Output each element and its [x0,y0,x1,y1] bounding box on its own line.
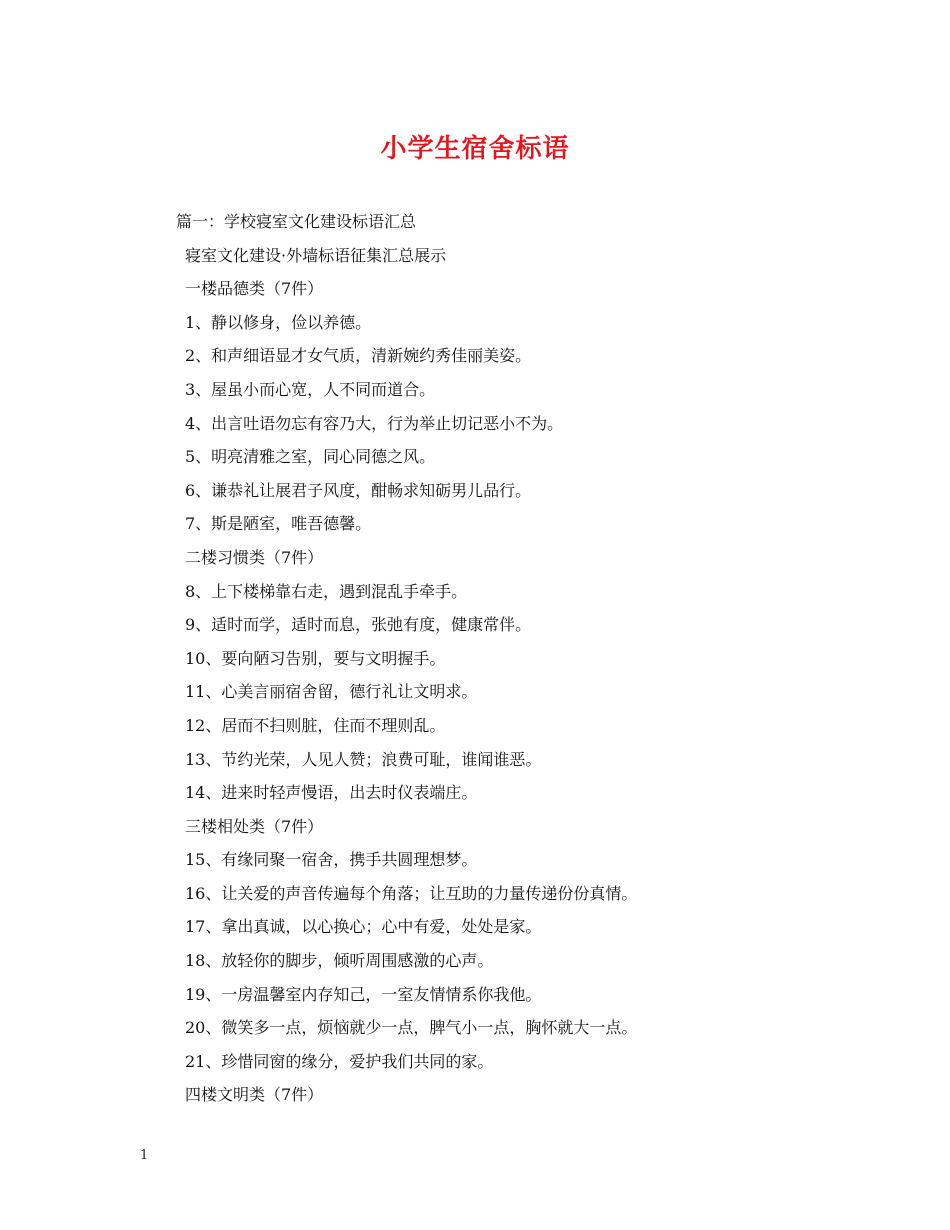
slogan-line: 13、节约光荣，人见人赞；浪费可耻，谁闻谁恶。 [185,749,542,769]
slogan-line: 1、静以修身，俭以养德。 [185,312,372,332]
section-heading: 篇一：学校寝室文化建设标语汇总 [176,212,417,231]
slogan-line: 19、一房温馨室内存知己，一室友情情系你我他。 [185,984,542,1004]
slogan-line: 9、适时而学，适时而息，张弛有度，健康常伴。 [185,615,532,635]
slogan-line: 10、要向陋习告别，要与文明握手。 [185,648,446,668]
category-heading: 四楼文明类（7件） [185,1085,324,1105]
slogan-line: 6、谦恭礼让展君子风度，酣畅求知砺男儿品行。 [185,480,532,500]
document-title: 小学生宿舍标语 [380,134,570,164]
slogan-line: 5、明亮清雅之室，同心同德之风。 [185,447,436,467]
slogan-line: 18、放轻你的脚步，倾听周围感激的心声。 [185,951,494,971]
slogan-line: 14、进来时轻声慢语，出去时仪表端庄。 [185,783,478,803]
slogan-line: 7、斯是陋室，唯吾德馨。 [185,514,372,534]
slogan-line: 4、出言吐语勿忘有容乃大，行为举止切记恶小不为。 [185,413,564,433]
slogan-line: 3、屋虽小而心宽，人不同而道合。 [185,379,436,399]
slogan-line: 17、拿出真诚，以心换心；心中有爱，处处是家。 [185,917,542,937]
page-number: 1 [140,1148,149,1163]
slogan-line: 2、和声细语显才女气质，清新婉约秀佳丽美姿。 [185,346,532,366]
slogan-line: 15、有缘同聚一宿舍，携手共圆理想梦。 [185,850,478,870]
slogan-line: 20、微笑多一点，烦恼就少一点，脾气小一点，胸怀就大一点。 [185,1018,638,1038]
category-heading: 三楼相处类（7件） [185,816,324,836]
slogan-line: 16、让关爱的声音传遍每个角落；让互助的力量传递份份真情。 [185,883,638,903]
document-body [176,205,796,1112]
slogan-line: 21、珍惜同窗的缘分，爱护我们共同的家。 [185,1051,494,1071]
slogan-line: 11、心美言丽宿舍留，德行礼让文明求。 [185,682,478,702]
category-heading: 一楼品德类（7件） [185,279,324,299]
slogan-line: 8、上下楼梯靠右走，遇到混乱手牵手。 [185,581,468,601]
text-line: 寝室文化建设·外墙标语征集汇总展示 [185,245,447,265]
category-heading: 二楼习惯类（7件） [185,547,324,567]
slogan-line: 12、居而不扫则脏，住而不理则乱。 [185,715,446,735]
